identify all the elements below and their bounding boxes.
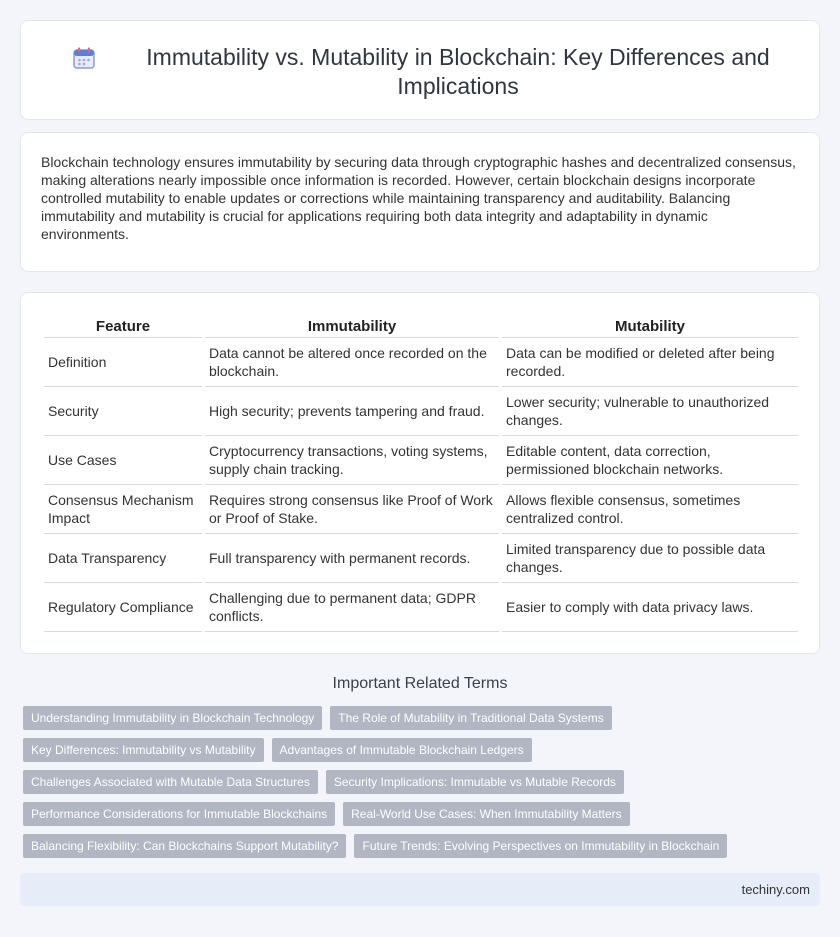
feature-cell: Definition	[44, 338, 202, 387]
immutability-cell: High security; prevents tampering and fraud.	[205, 387, 499, 436]
table-row	[44, 534, 798, 583]
intro-card	[20, 132, 820, 272]
feature-cell: Use Cases	[44, 436, 202, 485]
page-title: Immutability vs. Mutability in Blockchain: Key Differences and Implications	[146, 44, 770, 99]
mutability-cell: Lower security; vulnerable to unauthorized changes.	[502, 387, 798, 436]
mutability-cell: Allows flexible consensus, sometimes centralized control.	[502, 485, 798, 534]
related-term-link[interactable]: Performance Considerations for Immutable Blockchains	[23, 802, 335, 826]
feature-cell: Regulatory Compliance	[44, 583, 202, 632]
tag-row	[23, 834, 743, 860]
table-row	[44, 338, 798, 387]
mutability-cell: Easier to comply with data privacy laws.	[502, 583, 798, 632]
table-row	[44, 436, 798, 485]
related-term-link[interactable]: Key Differences: Immutability vs Mutability	[23, 738, 264, 762]
header-feature: Feature	[44, 315, 202, 338]
header-immutability: Immutability	[205, 315, 499, 338]
feature-cell: Security	[44, 387, 202, 436]
tag-row	[23, 802, 743, 828]
feature-cell: Consensus Mechanism Impact	[44, 485, 202, 534]
footer	[20, 873, 820, 906]
mutability-cell: Limited transparency due to possible data changes.	[502, 534, 798, 583]
immutability-cell: Full transparency with permanent records.	[205, 534, 499, 583]
related-term-link[interactable]: The Role of Mutability in Traditional Data Systems	[330, 706, 611, 730]
table-row	[44, 485, 798, 534]
mutability-cell: Editable content, data correction, permissioned blockchain networks.	[502, 436, 798, 485]
related-term-link[interactable]: Challenges Associated with Mutable Data Structures	[23, 770, 318, 794]
related-terms-title: Important Related Terms	[332, 675, 508, 692]
immutability-cell: Data cannot be altered once recorded on the blockchain.	[205, 338, 499, 387]
immutability-cell: Requires strong consensus like Proof of Work or Proof of Stake.	[205, 485, 499, 534]
related-term-link[interactable]: Real-World Use Cases: When Immutability Matters	[343, 802, 630, 826]
comparison-table	[41, 315, 801, 632]
tag-row	[23, 770, 743, 796]
comparison-table-card	[20, 292, 820, 654]
related-term-link[interactable]: Advantages of Immutable Blockchain Ledgers	[272, 738, 532, 762]
related-term-link[interactable]: Security Implications: Immutable vs Mutable Records	[326, 770, 624, 794]
table-row	[44, 387, 798, 436]
table-header-row	[44, 315, 798, 338]
table-row	[44, 583, 798, 632]
tag-row	[23, 738, 743, 764]
tag-row	[23, 706, 743, 732]
header-card	[20, 20, 820, 120]
related-terms-tags	[23, 706, 743, 866]
calendar-icon	[72, 46, 96, 70]
immutability-cell: Cryptocurrency transactions, voting systems, supply chain tracking.	[205, 436, 499, 485]
header-mutability: Mutability	[502, 315, 798, 338]
related-term-link[interactable]: Future Trends: Evolving Perspectives on Immutability in Blockchain	[354, 834, 727, 858]
mutability-cell: Data can be modified or deleted after being recorded.	[502, 338, 798, 387]
intro-paragraph: Blockchain technology ensures immutability by securing data through cryptographic hashes and decentralized consensus, making alterations nearly impossible once information is recorded. However, certain blockchain designs incorporate controlled mutability to enable updates or corrections while maintaining transparency and auditability. Balancing immutability and mutability is crucial for applications requiring both data integrity and adaptability in dynamic environments.	[41, 154, 796, 242]
related-term-link[interactable]: Understanding Immutability in Blockchain Technology	[23, 706, 322, 730]
related-term-link[interactable]: Balancing Flexibility: Can Blockchains Support Mutability?	[23, 834, 346, 858]
immutability-cell: Challenging due to permanent data; GDPR conflicts.	[205, 583, 499, 632]
footer-site-link[interactable]: techiny.com	[741, 882, 810, 897]
feature-cell: Data Transparency	[44, 534, 202, 583]
